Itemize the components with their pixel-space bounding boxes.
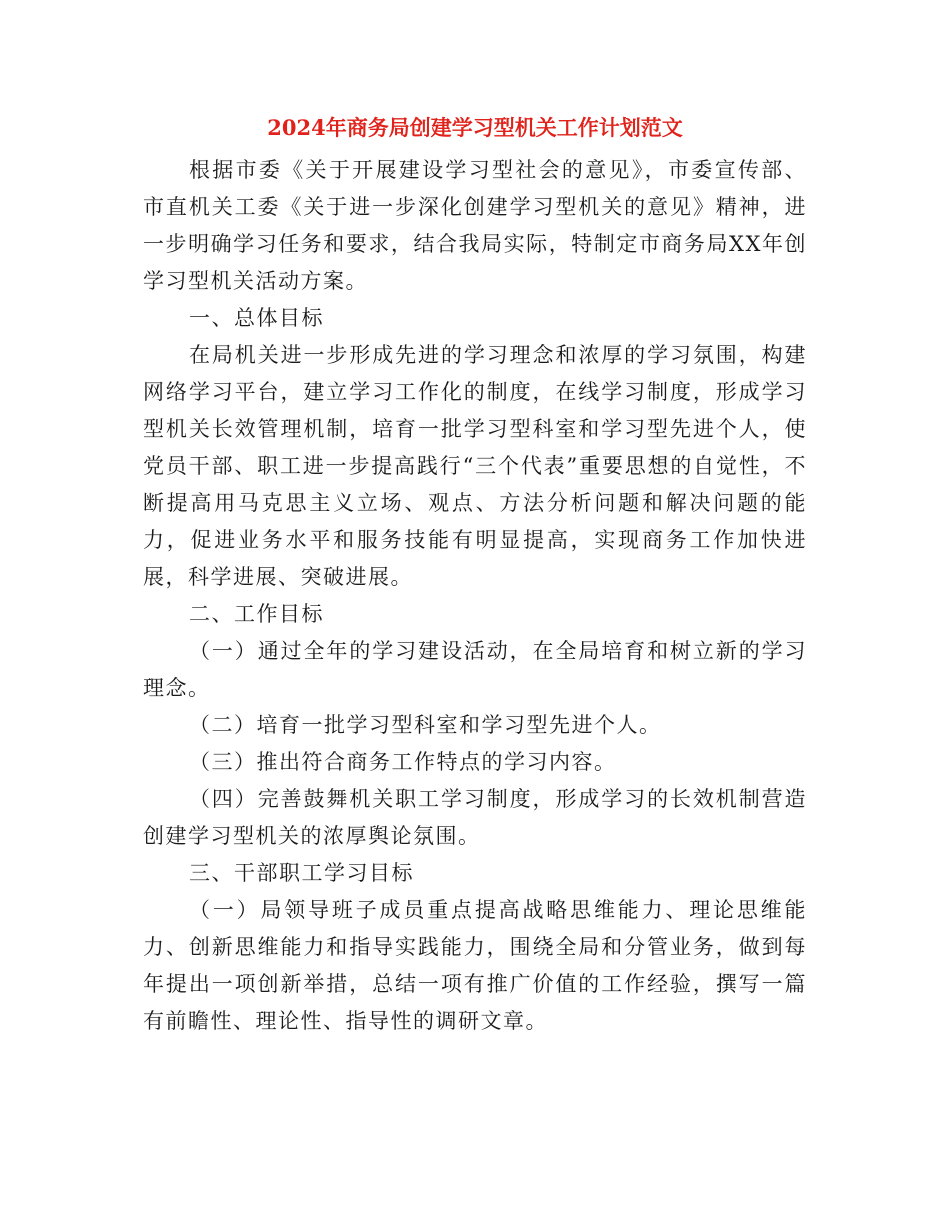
document-body — [143, 152, 807, 1040]
paragraph-work-goal-3: （三）推出符合商务工作特点的学习内容。 — [189, 750, 617, 774]
paragraph-work-goal-4: （四）完善鼓舞机关职工学习制度，形成学习的长效机制营造创建学习型机关的浓厚舆论氛围。 — [143, 787, 807, 848]
heading-staff-goal: 三、干部职工学习目标 — [189, 861, 414, 885]
paragraph-intro: 根据市委《关于开展建设学习型社会的意见》，市委宣传部、市直机关工委《关于进一步深化创建学习型机关的意见》精神，进一步明确学习任务和要求，结合我局实际，特制定市商务局XX年创学习型机关活动方案。 — [143, 158, 807, 293]
paragraph-work-goal-1: （一）通过全年的学习建设活动，在全局培育和树立新的学习理念。 — [143, 639, 807, 700]
paragraph-staff-goal-1: （一）局领导班子成员重点提高战略思维能力、理论思维能力、创新思维能力和指导实践能力，围绕全局和分管业务，做到每年提出一项创新举措，总结一项有推广价值的工作经验，撰写一篇有前瞻性、理论性、指导性的调研文章。 — [143, 898, 807, 1033]
heading-overall-goal: 一、总体目标 — [189, 306, 324, 330]
paragraph-work-goal-2: （二）培育一批学习型科室和学习型先进个人。 — [189, 713, 662, 737]
heading-work-goal: 二、工作目标 — [189, 602, 324, 626]
paragraph-overall-goal: 在局机关进一步形成先进的学习理念和浓厚的学习氛围，构建网络学习平台，建立学习工作化的制度，在线学习制度，形成学习型机关长效管理机制，培育一批学习型科室和学习型先进个人，使党员干部、职工进一步提高践行“三个代表”重要思想的自觉性，不断提高用马克思主义立场、观点、方法分析问题和解决问题的能力，促进业务水平和服务技能有明显提高，实现商务工作加快进展，科学进展、突破进展。 — [143, 343, 807, 589]
document-title: 2024年商务局创建学习型机关工作计划范文 — [267, 115, 683, 140]
